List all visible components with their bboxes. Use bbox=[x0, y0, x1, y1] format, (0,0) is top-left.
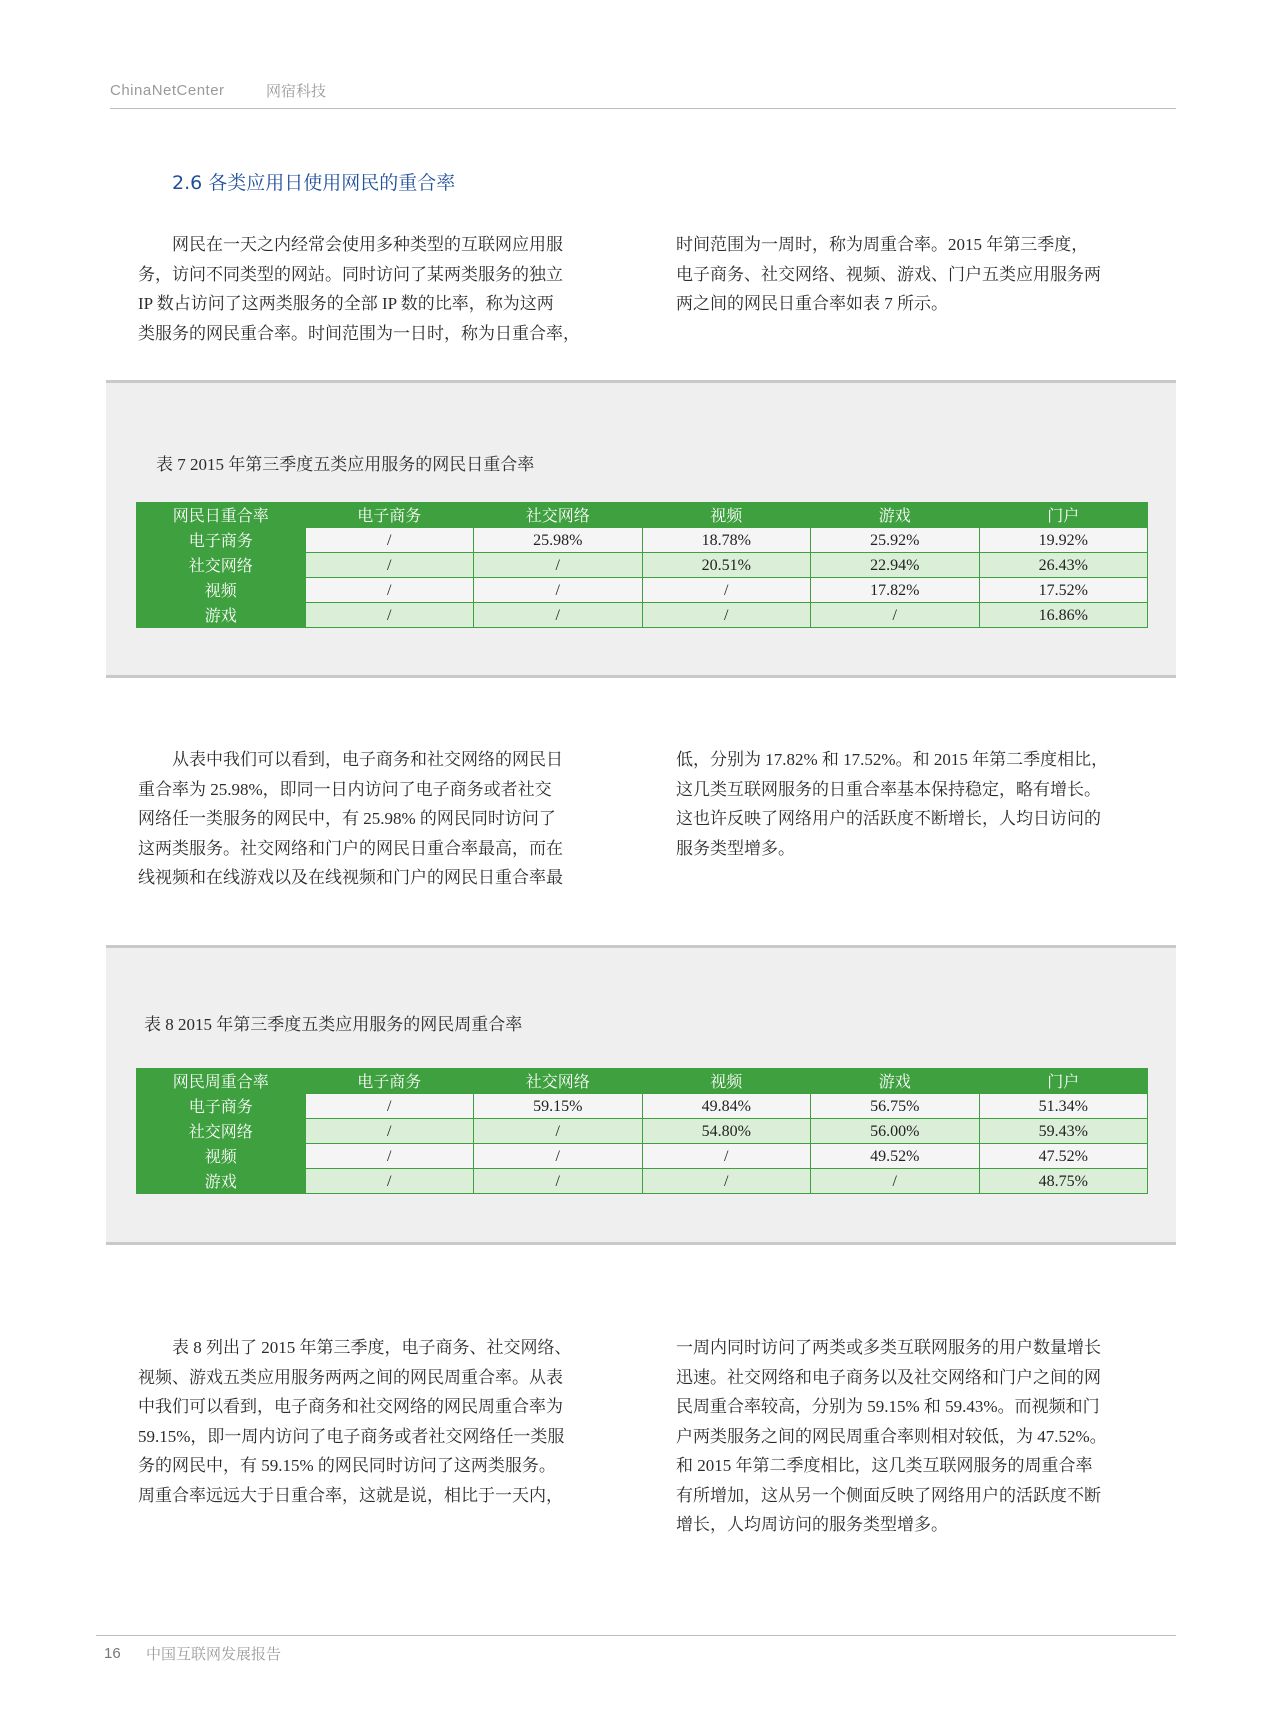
closing-left-column bbox=[138, 1333, 618, 1510]
table-cell: / bbox=[474, 578, 643, 603]
table-cell: 16.86% bbox=[979, 603, 1148, 628]
row-header: 电子商务 bbox=[137, 1094, 306, 1119]
paragraph-line: 和 2015 年第二季度相比，这几类互联网服务的周重合率 bbox=[676, 1456, 1093, 1475]
header-cell: 门户 bbox=[979, 503, 1148, 528]
weekly-overlap-table bbox=[136, 1068, 1148, 1194]
daily-overlap-table bbox=[136, 502, 1148, 628]
table-cell: 48.75% bbox=[979, 1169, 1148, 1194]
middle-right-column bbox=[676, 745, 1156, 863]
table-cell: 26.43% bbox=[979, 553, 1148, 578]
table-cell: 17.82% bbox=[811, 578, 980, 603]
paragraph-line: 表 8 列出了 2015 年第三季度，电子商务、社交网络、 bbox=[172, 1338, 572, 1357]
table-row bbox=[137, 1094, 1148, 1119]
paragraph-line: 务，访问不同类型的网站。同时访问了某两类服务的独立 bbox=[138, 264, 563, 284]
table-header-row bbox=[137, 1069, 1148, 1094]
paragraph-line: 从表中我们可以看到，电子商务和社交网络的网民日 bbox=[172, 750, 563, 769]
table-cell: 17.52% bbox=[979, 578, 1148, 603]
report-title: 中国互联网发展报告 bbox=[146, 1645, 282, 1663]
table-cell: / bbox=[305, 1119, 474, 1144]
table8-panel bbox=[106, 945, 1176, 1245]
page-header bbox=[110, 80, 1176, 109]
table-cell: / bbox=[811, 1169, 980, 1194]
paragraph-line: 有所增加，这从另一个侧面反映了网络用户的活跃度不断 bbox=[676, 1485, 1101, 1505]
paragraph-line: IP 数占访问了这两类服务的全部 IP 数的比率，称为这两 bbox=[138, 294, 554, 313]
paragraph-line: 网民在一天之内经常会使用多种类型的互联网应用服 bbox=[172, 235, 563, 254]
paragraph-line: 59.15%，即一周内访问了电子商务或者社交网络任一类服 bbox=[138, 1426, 565, 1446]
paragraph-line: 增长，人均周访问的服务类型增多。 bbox=[676, 1515, 948, 1534]
paragraph-line: 类服务的网民重合率。时间范围为一日时，称为日重合率， bbox=[138, 323, 580, 343]
paragraph-line: 电子商务、社交网络、视频、游戏、门户五类应用服务两 bbox=[676, 264, 1101, 284]
header-cell: 电子商务 bbox=[305, 503, 474, 528]
table-cell: 20.51% bbox=[642, 553, 811, 578]
table-cell: 49.52% bbox=[811, 1144, 980, 1169]
table-cell: 22.94% bbox=[811, 553, 980, 578]
table-cell: / bbox=[305, 553, 474, 578]
row-header: 视频 bbox=[137, 578, 306, 603]
table-cell: 49.84% bbox=[642, 1094, 811, 1119]
table-cell: / bbox=[642, 603, 811, 628]
paragraph-line: 服务类型增多。 bbox=[676, 838, 795, 858]
table-row bbox=[137, 578, 1148, 603]
paragraph-line: 中我们可以看到，电子商务和社交网络的网民周重合率为 bbox=[138, 1397, 563, 1416]
table-cell: 25.92% bbox=[811, 528, 980, 553]
paragraph-line: 两之间的网民日重合率如表 7 所示。 bbox=[676, 294, 948, 313]
row-header: 社交网络 bbox=[137, 553, 306, 578]
paragraph-line: 务的网民中，有 59.15% 的网民同时访问了这两类服务。 bbox=[138, 1456, 556, 1475]
table-cell: / bbox=[474, 603, 643, 628]
paragraph-line: 民周重合率较高，分别为 59.15% 和 59.43%。而视频和门 bbox=[676, 1397, 1100, 1416]
table-row bbox=[137, 553, 1148, 578]
intro-left-column bbox=[138, 230, 618, 348]
header-cell: 电子商务 bbox=[305, 1069, 474, 1094]
table-cell: 51.34% bbox=[979, 1094, 1148, 1119]
table-row bbox=[137, 1119, 1148, 1144]
table-cell: 19.92% bbox=[979, 528, 1148, 553]
paragraph-line: 迅速。社交网络和电子商务以及社交网络和门户之间的网 bbox=[676, 1367, 1101, 1387]
paragraph-line: 一周内同时访问了两类或多类互联网服务的用户数量增长 bbox=[676, 1338, 1101, 1357]
table-cell: 54.80% bbox=[642, 1119, 811, 1144]
table-header-row bbox=[137, 503, 1148, 528]
header-cell: 游戏 bbox=[811, 1069, 980, 1094]
intro-right-column bbox=[676, 230, 1156, 319]
paragraph-line: 周重合率远远大于日重合率，这就是说，相比于一天内， bbox=[138, 1485, 563, 1505]
paragraph-line: 线视频和在线游戏以及在线视频和门户的网民日重合率最 bbox=[138, 868, 563, 887]
table-cell: / bbox=[305, 1144, 474, 1169]
header-cell: 社交网络 bbox=[474, 1069, 643, 1094]
table-cell: / bbox=[474, 1144, 643, 1169]
header-cell: 游戏 bbox=[811, 503, 980, 528]
row-header: 游戏 bbox=[137, 603, 306, 628]
table-row bbox=[137, 1169, 1148, 1194]
paragraph-line: 网络任一类服务的网民中，有 25.98% 的网民同时访问了 bbox=[138, 809, 556, 828]
table-cell: / bbox=[305, 1094, 474, 1119]
row-header: 游戏 bbox=[137, 1169, 306, 1194]
table-cell: / bbox=[811, 603, 980, 628]
brand-name-cn: 网宿科技 bbox=[266, 82, 327, 100]
table-cell: / bbox=[305, 603, 474, 628]
table-cell: 18.78% bbox=[642, 528, 811, 553]
header-cell: 网民周重合率 bbox=[137, 1069, 306, 1094]
table-cell: 56.00% bbox=[811, 1119, 980, 1144]
paragraph-line: 视频、游戏五类应用服务两两之间的网民周重合率。从表 bbox=[138, 1367, 563, 1387]
table-cell: 59.43% bbox=[979, 1119, 1148, 1144]
row-header: 电子商务 bbox=[137, 528, 306, 553]
paragraph-line: 重合率为 25.98%，即同一日内访问了电子商务或者社交 bbox=[138, 779, 552, 799]
table-row bbox=[137, 1144, 1148, 1169]
paragraph-line: 低，分别为 17.82% 和 17.52%。和 2015 年第二季度相比， bbox=[676, 750, 1109, 769]
paragraph-line: 户两类服务之间的网民周重合率则相对较低，为 47.52%。 bbox=[676, 1426, 1107, 1446]
table-row bbox=[137, 603, 1148, 628]
table-cell: / bbox=[642, 1169, 811, 1194]
header-cell: 门户 bbox=[979, 1069, 1148, 1094]
paragraph-line: 时间范围为一周时，称为周重合率。2015 年第三季度， bbox=[676, 235, 1089, 254]
table-cell: 59.15% bbox=[474, 1094, 643, 1119]
table-cell: / bbox=[474, 553, 643, 578]
paragraph-line: 这也许反映了网络用户的活跃度不断增长，人均日访问的 bbox=[676, 809, 1101, 828]
table-cell: / bbox=[642, 1144, 811, 1169]
table-row bbox=[137, 528, 1148, 553]
table-cell: 25.98% bbox=[474, 528, 643, 553]
paragraph-line: 这几类互联网服务的日重合率基本保持稳定，略有增长。 bbox=[676, 779, 1101, 799]
brand-name: ChinaNetCenter bbox=[110, 82, 225, 99]
page-footer-rule bbox=[96, 1635, 1176, 1636]
row-header: 视频 bbox=[137, 1144, 306, 1169]
middle-left-column bbox=[138, 745, 618, 893]
table-cell: / bbox=[305, 1169, 474, 1194]
table-cell: / bbox=[474, 1119, 643, 1144]
table-cell: / bbox=[642, 578, 811, 603]
table-cell: / bbox=[305, 578, 474, 603]
table-caption: 表 8 2015 年第三季度五类应用服务的网民周重合率 bbox=[144, 1015, 523, 1034]
header-cell: 网民日重合率 bbox=[137, 503, 306, 528]
table-caption: 表 7 2015 年第三季度五类应用服务的网民日重合率 bbox=[156, 455, 535, 474]
page-number: 16 bbox=[104, 1645, 121, 1662]
row-header: 社交网络 bbox=[137, 1119, 306, 1144]
table-cell: / bbox=[305, 528, 474, 553]
header-cell: 社交网络 bbox=[474, 503, 643, 528]
closing-right-column bbox=[676, 1333, 1156, 1540]
table7-panel bbox=[106, 380, 1176, 678]
header-cell: 视频 bbox=[642, 1069, 811, 1094]
header-cell: 视频 bbox=[642, 503, 811, 528]
table-cell: 47.52% bbox=[979, 1144, 1148, 1169]
section-title: 2.6 各类应用日使用网民的重合率 bbox=[172, 172, 456, 194]
paragraph-line: 这两类服务。社交网络和门户的网民日重合率最高，而在 bbox=[138, 838, 563, 858]
table-cell: / bbox=[474, 1169, 643, 1194]
table-cell: 56.75% bbox=[811, 1094, 980, 1119]
